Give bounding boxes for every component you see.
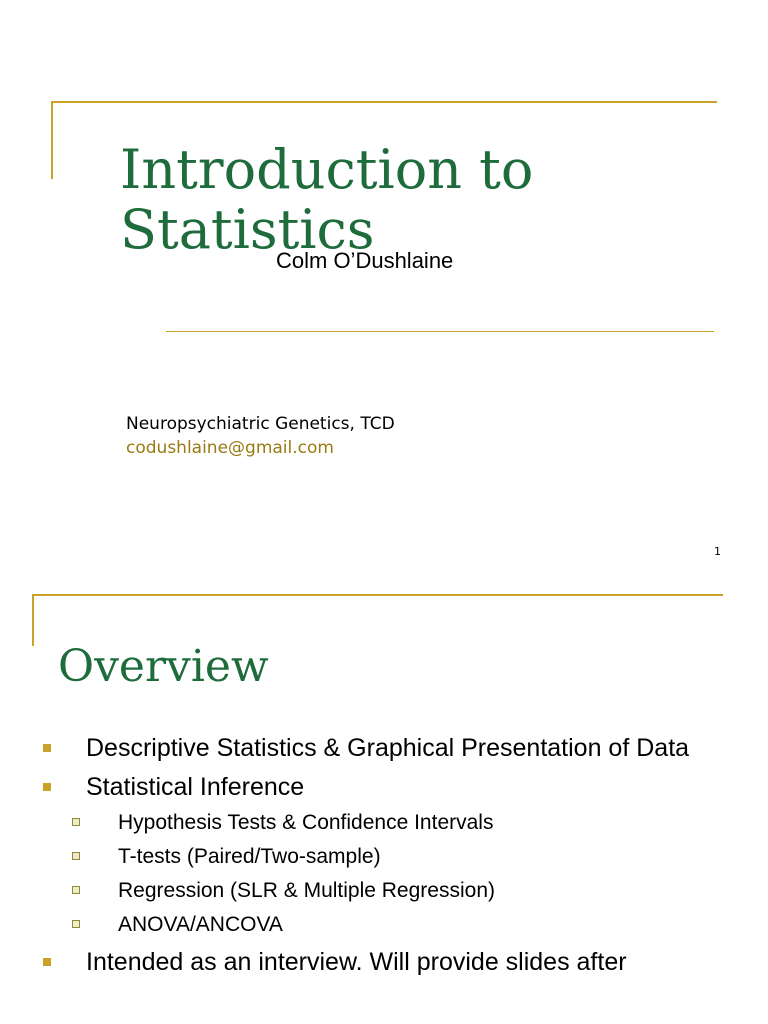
- square-bullet-icon: [43, 783, 51, 791]
- bullet-text: Descriptive Statistics & Graphical Presentation of Data: [86, 734, 690, 762]
- list-subitem: [40, 878, 720, 904]
- left-rule: [51, 101, 53, 179]
- top-rule: [51, 101, 717, 103]
- bullet-text: Statistical Inference: [86, 773, 305, 801]
- title-line-2: Statistics: [120, 198, 375, 261]
- hollow-square-bullet-icon: [72, 920, 80, 928]
- bullet-text: Intended as an interview. Will provide slides after: [86, 948, 627, 976]
- slide-title: [120, 140, 533, 260]
- subbullet-text: Regression (SLR & Multiple Regression): [118, 879, 495, 902]
- hollow-square-bullet-icon: [72, 852, 80, 860]
- slide-title: Overview: [58, 641, 269, 692]
- list-item: [40, 771, 720, 804]
- list-subitem: [40, 844, 720, 870]
- subbullet-text: ANOVA/ANCOVA: [118, 913, 283, 936]
- top-rule: [32, 594, 723, 596]
- hollow-square-bullet-icon: [72, 886, 80, 894]
- list-item: [40, 946, 720, 979]
- subbullet-text: Hypothesis Tests & Confidence Intervals: [118, 811, 494, 834]
- title-line-1: Introduction to: [120, 138, 534, 201]
- list-item: [40, 732, 720, 765]
- page-number: 1: [714, 545, 721, 558]
- overview-slide: [0, 580, 768, 1024]
- list-subitem: [40, 912, 720, 938]
- affiliation: Neuropsychiatric Genetics, TCD: [126, 414, 395, 434]
- hollow-square-bullet-icon: [72, 818, 80, 826]
- email-link[interactable]: codushlaine@gmail.com: [126, 438, 334, 458]
- square-bullet-icon: [43, 958, 51, 966]
- underline-rule: [166, 331, 714, 332]
- left-rule: [32, 594, 34, 646]
- bullet-list: [40, 732, 720, 985]
- square-bullet-icon: [43, 744, 51, 752]
- list-subitem: [40, 810, 720, 836]
- subbullet-text: T-tests (Paired/Two-sample): [118, 845, 381, 868]
- author-name: Colm O’Dushlaine: [276, 248, 454, 273]
